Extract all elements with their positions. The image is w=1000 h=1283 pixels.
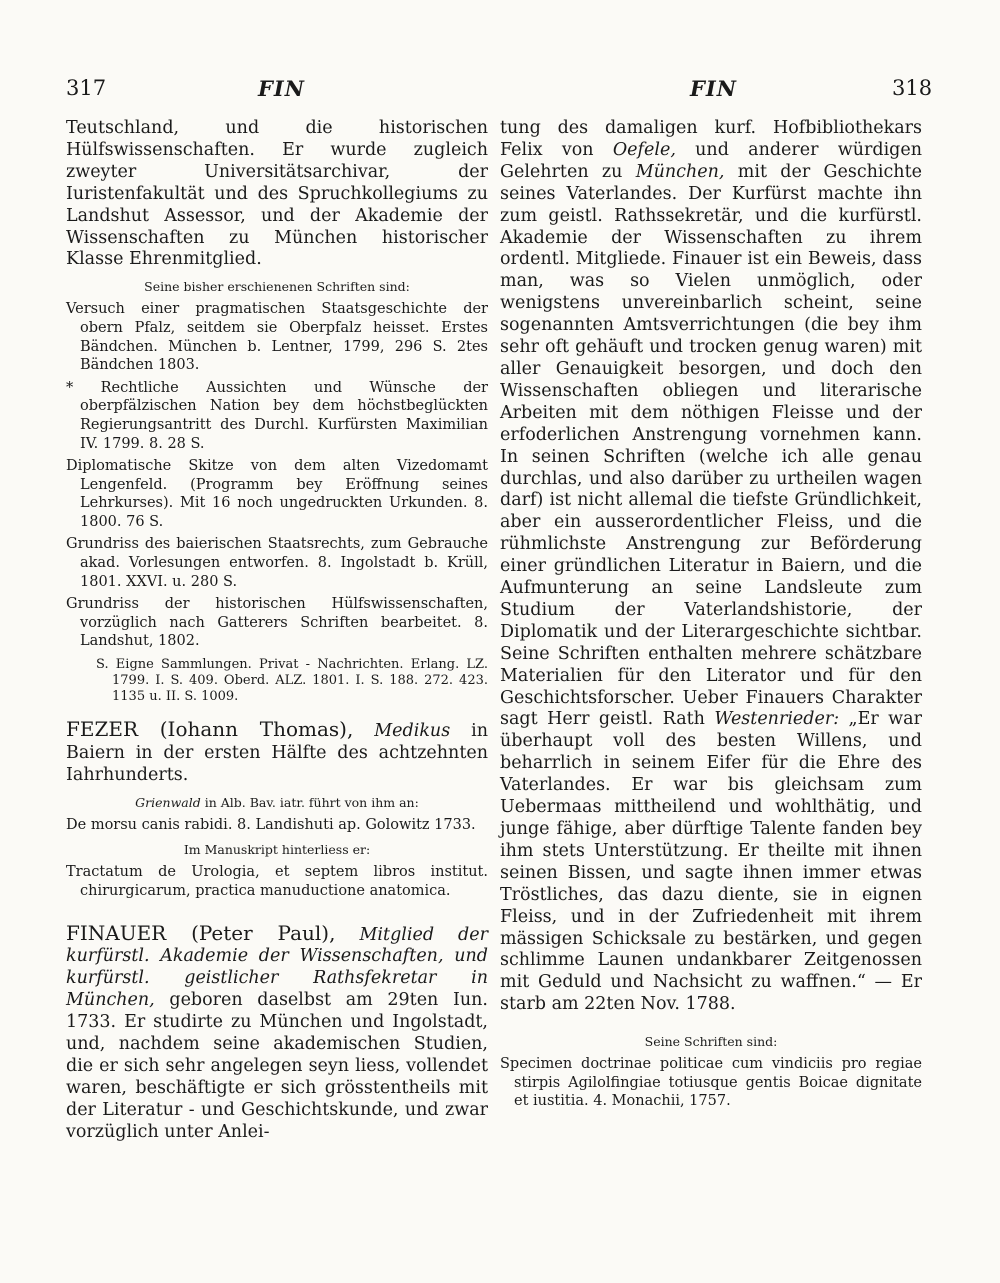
bibliography-entry: Diplomatische Skitze von dem alten Vizedomamt Lengenfeld. (Programm bey Eröffnung seines Lehrkurses). Mit 16 noch ungedruckten Urkunden. 8. 1800. 76 S. <box>66 458 488 530</box>
text-segment: und anderer würdigen Gelehrten zu <box>500 139 922 182</box>
text-segment: mit der Geschichte seines Vaterlandes. Der Kurfürst machte ihn zum geistl. Rathssekretär, und die kurfürstl. Akademie der Wissenschaften zu ihrem ordentl. Mitgliede. Finauer ist ein Beweis, dass man, was so Vielen unmöglich, oder wenigstens unvereinbarlich scheint, seine sogenannten Amtsverrichtungen (die bey ihm sehr oft gehäuft und trocken genug waren) mit aller Genauigkeit besorgen, und doch den Wissenschaften obliegen und literarische Arbeiten mit dem nöthigen Fleisse und der erfoderlichen Anstrengung vornehmen kann. In seinen Schriften (welche ich alle genau durchlas, und also darüber zu urtheilen wagen darf) ist nicht allemal die tiefste Gründlichkeit, aber ein ausserordentlicher Fleiss, und die rühmlichste Anstrengung zur Beförderung einer gründlichen Literatur in Baiern, und die Aufmunterung an seine Landsleute zum Studium der Vaterlandshistorie, der Diplomatik und der Literargeschichte sichtbar. Seine Schriften enthalten mehrere schätzbare Materialien für den Literator und für den Geschichtsforscher. Ueber Finauers Charakter sagt Herr geistl. Rath <box>500 161 922 730</box>
finauer-name: FINAUER (Peter Paul), <box>66 920 336 945</box>
fezer-source-author: Grienwald <box>135 794 201 810</box>
left-column <box>66 118 488 1144</box>
text-segment: tung des damaligen kurf. Hofbibliothekars Felix von <box>500 118 922 160</box>
finauer-text: Er studirte zu München und Ingolstadt, und, nachdem seine akademischen Studien, die er sich sehr angelegen seyn liess, vollendet waren, beschäftigte er sich grösstentheils mit der Literatur - und Geschichtskunde, und zwar vorzüglich unter Anlei- <box>66 1012 488 1142</box>
finauer-born: geboren daselbst am 29ten Iun. 1733. <box>66 990 488 1033</box>
name-oefele: Oefele, <box>612 139 676 160</box>
running-title-right: FIN <box>690 76 737 101</box>
right-column <box>500 118 922 1115</box>
fezer-source-text: in Alb. Bav. iatr. führt von ihm an: <box>204 794 419 810</box>
name-westenrieder: Westenrieder: <box>714 709 840 730</box>
fezer-text: in Baiern in der ersten Hälfte des achtzehnten Iahrhunderts. <box>66 721 488 785</box>
bibliography-entry: * Rechtliche Aussichten und Wünsche der oberpfälzischen Nation bey dem höchstbeglückten Regierungsantritt des Durchl. Kurfürsten Maximilian IV. 1799. 8. 28 S. <box>66 379 488 452</box>
city-munchen: München, <box>635 161 725 182</box>
finauer-work: Specimen doctrinae politicae cum vindiciis pro regiae stirpis Agilolfingiae totiusque gentis Boicae dignitate et iustitia. 4. Monachii, 1757. <box>500 1056 922 1110</box>
works-heading: Seine bisher erschienenen Schriften sind: <box>144 279 410 295</box>
page-number-left: 317 <box>66 76 107 100</box>
text-segment: „Er war überhaupt voll des besten Willens, und beharrlich in seinem Eifer für die Ehre des Vaterlandes. Er war bis gleichsam zum Uebermaas mittheilend und wohlthätig, und junge fähige, aber dürftige Talente fanden bey ihm stets Unterstützung. Er theilte mit ihnen seinen Bissen, und sagte ihnen immer etwas Tröstliches, das dazu diente, sie in eignen Fleiss, und in der Zufriedenheit mit ihrem mässigen Schicksale zu bestärken, und gegen schlimme Launen undankbarer Zeitgenossen mit Geduld und Nachsicht zu waffnen.“ — Er starb am 22ten Nov. 1788. <box>500 709 922 1015</box>
fezer-work: De morsu canis rabidi. 8. Landishuti ap. Golowitz 1733. <box>66 816 476 833</box>
fezer-entry <box>66 719 488 787</box>
finauer-entry <box>66 920 488 1144</box>
references-note: S. Eigne Sammlungen. Privat - Nachrichten. Erlang. LZ. 1799. I. S. 409. Oberd. ALZ. 1801. I. S. 188. 272. 423. 1135 u. II. S. 1009. <box>96 657 488 705</box>
page-number-right: 318 <box>892 76 933 100</box>
fezer-name: FEZER (Iohann Thomas), <box>66 717 354 742</box>
schmid-intro-paragraph: Teutschland, und die historischen Hülfswissenschaften. Er wurde zugleich zweyter Universitätsarchivar, der Iuristenfakultät und des Spruchkollegiums zu Landshut Assessor, und der Akademie der Wissenschaften zu München historischer Klasse Ehrenmitglied. <box>66 118 488 270</box>
fezer-manuscript-heading: Im Manuskript hinterliess er: <box>183 842 371 858</box>
bibliography-entry: Grundriss des baierischen Staatsrechts, zum Gebrauche akad. Vorlesungen entworfen. 8. Ingolstadt b. Krüll, 1801. XXVI. u. 280 S. <box>66 536 488 590</box>
finauer-continuation <box>500 118 922 1016</box>
bibliography-entry: Versuch einer pragmatischen Staatsgeschichte der obern Pfalz, seitdem sie Oberpfalz heisset. Erstes Bändchen. München b. Lentner, 1799, 296 S. 2tes Bändchen 1803. <box>66 301 488 374</box>
finauer-works-heading: Seine Schriften sind: <box>644 1034 778 1050</box>
bibliography-entry: Grundriss der historischen Hülfswissenschaften, vorzüglich nach Gatterers Schriften bearbeitet. 8. Landshut, 1802. <box>66 596 488 650</box>
running-title-left: FIN <box>258 76 305 101</box>
fezer-role: Medikus <box>374 721 451 742</box>
fezer-source-line <box>66 795 488 810</box>
finauer-role: Mitglied der kurfürstl. Akademie der Wissenschaften, und kurfürstl. geistlicher Rathsfekretar in München, <box>66 924 488 1011</box>
fezer-manuscript: Tractatum de Urologia, et septem libros institut. chirurgicarum, practica manuductione anatomica. <box>66 864 488 899</box>
